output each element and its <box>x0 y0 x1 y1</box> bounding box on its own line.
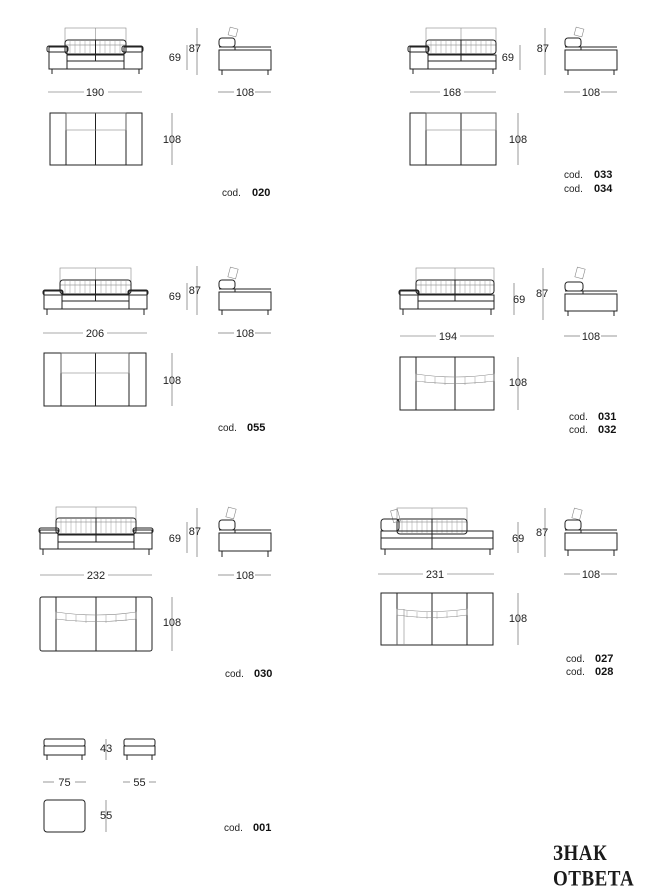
depth-label: 108 <box>235 87 255 99</box>
total-height-label: 87 <box>536 288 549 300</box>
plan-view <box>40 597 152 651</box>
seat-height-label: 69 <box>501 52 514 64</box>
side-view <box>565 508 617 556</box>
code-value: 001 <box>253 822 272 834</box>
code-value: 034 <box>594 183 613 195</box>
seat-height-label: 69 <box>512 533 525 545</box>
cod-label: cod. <box>566 654 585 665</box>
code-value: 020 <box>252 187 271 199</box>
seat-height-label: 69 <box>168 52 181 64</box>
side-view <box>219 27 271 75</box>
plan-view <box>410 113 496 165</box>
cod-label: cod. <box>566 667 585 678</box>
sofa-027-028 <box>378 508 617 678</box>
seat-height-label: 69 <box>513 294 526 306</box>
front-view <box>408 28 496 74</box>
ottoman-large-width-label: 75 <box>58 777 71 789</box>
depth-label: 108 <box>235 570 255 582</box>
code-value: 031 <box>598 411 617 423</box>
cod-label: cod. <box>222 188 241 199</box>
total-height-label: 87 <box>536 527 549 539</box>
plan-depth-label: 108 <box>162 375 182 387</box>
cod-label: cod. <box>569 412 588 423</box>
sofa-055 <box>43 266 271 434</box>
width-label: 194 <box>438 331 458 343</box>
side-view <box>219 507 271 557</box>
ottoman-height-label: 43 <box>100 743 113 755</box>
code-value: 055 <box>247 422 266 434</box>
plan-view <box>381 593 493 645</box>
total-height-label: 87 <box>188 285 201 297</box>
sofa-020 <box>47 27 271 199</box>
plan-depth-label: 108 <box>508 134 528 146</box>
seat-height-label: 69 <box>168 533 181 545</box>
depth-label: 108 <box>581 569 601 581</box>
code-value: 027 <box>595 653 614 665</box>
width-label: 206 <box>85 328 105 340</box>
depth-label: 108 <box>581 331 601 343</box>
width-label: 231 <box>425 569 445 581</box>
depth-label: 108 <box>581 87 601 99</box>
code-value: 028 <box>595 666 614 678</box>
front-view <box>381 508 493 555</box>
cod-label: cod. <box>225 669 244 680</box>
seat-height-label: 69 <box>168 291 181 303</box>
side-view <box>565 267 617 316</box>
plan-view <box>400 357 494 410</box>
plan-view <box>44 353 146 406</box>
front-view <box>399 268 494 315</box>
side-view <box>219 267 271 315</box>
side-view <box>565 27 617 75</box>
cod-label: cod. <box>218 423 237 434</box>
front-view <box>47 28 143 74</box>
cod-label: cod. <box>564 184 583 195</box>
ottoman-plan-view <box>44 800 85 832</box>
width-label: 190 <box>85 87 105 99</box>
code-value: 030 <box>254 668 273 680</box>
ottoman-large-front <box>44 739 85 760</box>
cod-label: cod. <box>569 425 588 436</box>
width-label: 168 <box>442 87 462 99</box>
plan-depth-label: 108 <box>508 377 528 389</box>
sofa-033-034 <box>408 27 617 195</box>
cod-label: cod. <box>564 170 583 181</box>
total-height-label: 87 <box>188 526 201 538</box>
watermark-logo: ЗНАК ОТВЕТА <box>553 841 635 892</box>
ottoman-small-front <box>124 739 155 760</box>
front-view <box>39 507 153 555</box>
ottoman-small-width-label: 55 <box>133 777 146 789</box>
sofa-031-032 <box>399 267 617 436</box>
plan-depth-label: 108 <box>162 134 182 146</box>
depth-label: 108 <box>235 328 255 340</box>
total-height-label: 87 <box>536 43 549 55</box>
cod-label: cod. <box>224 823 243 834</box>
plan-view <box>50 113 142 165</box>
code-value: 033 <box>594 169 613 181</box>
ottoman-depth-label: 55 <box>100 810 113 822</box>
front-view <box>43 268 148 315</box>
plan-depth-label: 108 <box>508 613 528 625</box>
total-height-label: 87 <box>188 43 201 55</box>
sofa-030 <box>39 507 272 680</box>
width-label: 232 <box>86 570 106 582</box>
plan-depth-label: 108 <box>162 617 182 629</box>
code-value: 032 <box>598 424 617 436</box>
ottoman-001 <box>43 739 271 834</box>
